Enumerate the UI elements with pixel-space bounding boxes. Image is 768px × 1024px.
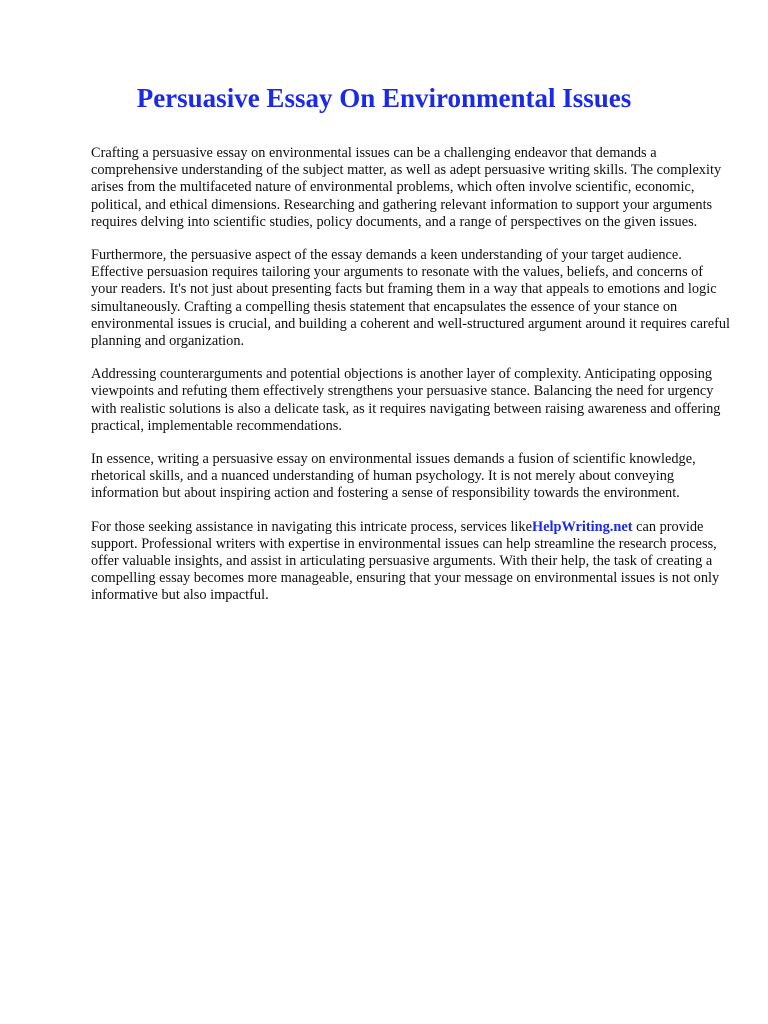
- paragraph-1: Crafting a persuasive essay on environmental issues can be a challenging endeavor that demands a comprehensive understanding of the subject matter, as well as adept persuasive writing skills. The complexity arises from the multifaceted nature of environmental problems, which often involve scientific, economic, political, and ethical dimensions. Researching and gathering relevant information to support your arguments requires delving into scientific studies, policy documents, and a range of perspectives on the given issues.: [91, 145, 722, 230]
- document-body: [91, 145, 731, 621]
- paragraph-5-lead: For those seeking assistance in navigating this intricate process, services like: [91, 518, 532, 535]
- paragraph-5-rest: can provide support. Professional writers with expertise in environmental issues can help streamline the research process, offer valuable insights, and assist in articulating persuasive arguments. With their help, the task of creating a compelling essay becomes more manageable, ensuring that your message on environmental issues is not only informative but also impactful.: [91, 518, 720, 604]
- paragraph-3: Addressing counterarguments and potential objections is another layer of complexity. Anticipating opposing viewpoints and refuting them effectively strengthens your persuasive stance. Balancing the need for urgency with realistic solutions is also a delicate task, as it requires navigating between raising awareness and offering practical, implementable recommendations.: [91, 366, 721, 434]
- paragraph-2: Furthermore, the persuasive aspect of the essay demands a keen understanding of your target audience. Effective persuasion requires tailoring your arguments to resonate with the values, beliefs, and concerns of your readers. It's not just about presenting facts but framing them in a way that appeals to emotions and logic simultaneously. Crafting a compelling thesis statement that encapsulates the essence of your stance on environmental issues is crucial, and building a coherent and well-structured argument around it requires careful planning and organization.: [91, 247, 731, 350]
- helpwriting-link[interactable]: HelpWriting.net: [531, 518, 633, 535]
- paragraph-4: In essence, writing a persuasive essay on environmental issues demands a fusion of scientific knowledge, rhetorical skills, and a nuanced understanding of human psychology. It is not merely about conveying information but about inspiring action and fostering a sense of responsibility towards the environment.: [91, 451, 696, 502]
- document-title: Persuasive Essay On Environmental Issues: [136, 83, 632, 113]
- paragraph-5: [91, 519, 731, 605]
